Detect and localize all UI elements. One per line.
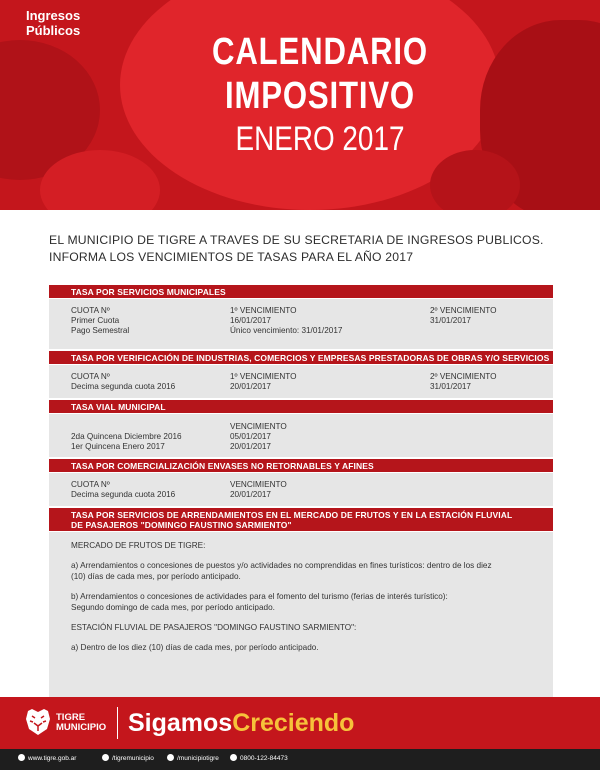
due-date: 31/01/2017 [430,316,471,325]
due-date: Único vencimiento: 31/01/2017 [230,326,343,335]
twitter-link[interactable] [167,755,219,762]
row-label: Pago Semestral [71,326,130,335]
paragraph: a) Dentro de los diez (10) días de cada mes, por período anticipado. [71,643,319,652]
paragraph [71,560,531,582]
website-text: www.tigre.gob.ar [28,755,77,763]
municipio-line-2: MUNICIPIO [56,722,107,733]
subsection-title: ESTACIÓN FLUVIAL DE PASAJEROS "DOMINGO FAUSTINO SARMIENTO": [71,623,357,632]
due-date: 31/01/2017 [430,382,471,391]
tiger-logo-icon [24,707,52,737]
intro-text [49,232,569,266]
due-date: 20/01/2017 [230,490,271,499]
municipio-line-1: TIGRE [56,712,86,723]
facebook-icon [102,754,109,761]
header-banner [0,0,600,210]
row-label: 1er Quincena Enero 2017 [71,442,165,451]
twitter-text: /municipiotigre [177,755,219,763]
slogan [128,707,354,739]
row-label: Primer Cuota [71,316,120,325]
section-body-envases [49,473,553,508]
column-header: 1º VENCIMIENTO [230,306,297,315]
section-title-line-2: DE PASAJEROS "DOMINGO FAUSTINO SARMIENTO" [71,520,292,530]
paragraph-line: (10) días de cada mes, por período anticipado. [71,572,241,581]
column-header: 1º VENCIMIENTO [230,372,297,381]
intro-line-2: INFORMA LOS VENCIMIENTOS DE TASAS PARA EL AÑO 2017 [49,250,414,264]
slogan-part-1: Sigamos [128,709,233,737]
intro-line-1: EL MUNICIPIO DE TIGRE A TRAVES DE SU SECRETARIA DE INGRESOS PUBLICOS. [49,233,544,247]
title-line-3: ENERO 2017 [235,120,405,158]
column-header: 2º VENCIMIENTO [430,306,497,315]
section-body-arrendamientos [49,532,553,697]
section-header-servicios-municipales: TASA POR SERVICIOS MUNICIPALES [49,285,553,299]
subsection-title: MERCADO DE FRUTOS DE TIGRE: [71,541,206,550]
twitter-icon [167,754,174,761]
paragraph-line: Segundo domingo de cada mes, por período anticipado. [71,603,275,612]
phone-icon [230,754,237,761]
section-header-envases: TASA POR COMERCIALIZACIÓN ENVASES NO RETORNABLES Y AFINES [49,459,553,473]
paragraph-line: b) Arrendamientos o concesiones de actividades para el fomento del turismo (ferias de interés turístico): [71,592,448,601]
divider [117,707,118,739]
phone-text: 0800-122-84473 [240,755,288,763]
section-header-arrendamientos [49,508,553,532]
website-link[interactable] [18,755,76,762]
column-header: CUOTA Nº [71,480,110,489]
column-header: VENCIMIENTO [230,480,287,489]
row-label: Decima segunda cuota 2016 [71,382,176,391]
brand-label [26,8,80,38]
facebook-link[interactable] [102,755,154,762]
row-label: 2da Quincena Diciembre 2016 [71,432,182,441]
due-date: 05/01/2017 [230,432,271,441]
due-date: 20/01/2017 [230,382,271,391]
brand-line-2: Públicos [26,23,81,38]
column-header: CUOTA Nº [71,306,110,315]
section-body-verificacion-industrias [49,365,553,400]
section-title-line-1: TASA POR SERVICIOS DE ARRENDAMIENTOS EN EL MERCADO DE FRUTOS Y EN LA ESTACIÓN FLUVIAL [71,510,513,520]
footer-banner [0,697,600,749]
globe-icon [18,754,25,761]
tax-calendar-table [49,285,553,697]
section-header-vial-municipal: TASA VIAL MUNICIPAL [49,400,553,414]
column-header: 2º VENCIMIENTO [430,372,497,381]
due-date: 20/01/2017 [230,442,271,451]
paragraph [71,591,531,613]
phone-link[interactable] [230,755,288,762]
facebook-text: /tigremunicipio [112,755,154,763]
brand-line-1: Ingresos [26,8,81,23]
section-body-servicios-municipales [49,299,553,351]
section-header-verificacion-industrias: TASA POR VERIFICACIÓN DE INDUSTRIAS, COMERCIOS Y EMPRESAS PRESTADORAS DE OBRAS Y/O SERVICIOS [49,351,553,365]
contact-bar [0,749,600,770]
column-header: CUOTA Nº [71,372,110,381]
title-line-1: CALENDARIO [212,31,428,73]
title-line-2: IMPOSITIVO [224,75,415,117]
paragraph-line: a) Arrendamientos o concesiones de puestos y/o actividades no comprendidas en fines turísticos: dentro de los diez [71,561,492,570]
page-title [100,30,540,160]
due-date: 16/01/2017 [230,316,271,325]
slogan-part-2: Creciendo [232,709,355,737]
section-body-vial-municipal [49,414,553,459]
municipio-label [56,713,106,733]
column-header: VENCIMIENTO [230,422,287,431]
row-label: Decima segunda cuota 2016 [71,490,176,499]
